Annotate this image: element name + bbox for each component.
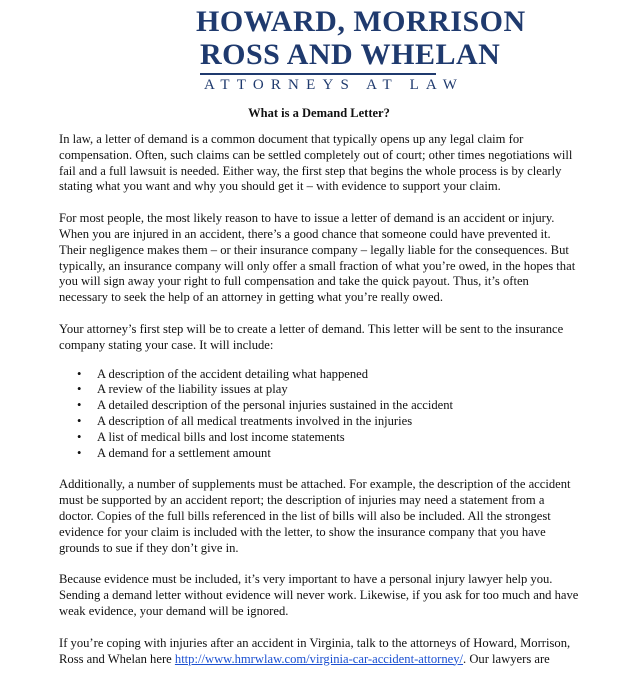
- list-item: • A description of all medical treatments involved in the injuries: [97, 414, 579, 430]
- firm-name-line-1: HOWARD, MORRISON: [196, 5, 526, 38]
- list-item: • A description of the accident detailing what happened: [97, 367, 579, 383]
- firm-tagline: ATTORNEYS AT LAW: [204, 77, 465, 93]
- document-title: What is a Demand Letter?: [248, 106, 390, 120]
- list-item: • A demand for a settlement amount: [97, 446, 579, 462]
- letterhead-logo: [0, 0, 638, 100]
- paragraph: Because evidence must be included, it’s very important to have a personal injury lawyer help you. Sending a demand letter without evidence will never work. Likewise, if you ask for too much and have weak evidence, your demand will be ignored.: [59, 572, 579, 618]
- closing-text-end: . Our lawyers are: [463, 651, 550, 666]
- closing-paragraph: [59, 636, 579, 668]
- paragraph: For most people, the most likely reason to have to issue a letter of demand is an accident or injury. When you are injured in an accident, there’s a good chance that someone could have prevented it. Their negligence makes them – or their insurance company – legally liable for the consequences. But typically, an insurance company will only offer a small fraction of what you’re owed, in the hopes that you will sign away your right to full compensation and take the quick payout. Thus, it’s often necessary to seek the help of an attorney in getting what you’re really owed.: [59, 211, 576, 305]
- closing-text: If you’re coping with injuries after an accident in Virginia, talk to the attorneys of Howard, Morrison, Ross and Whelan here: [59, 635, 571, 666]
- demand-letter-contents-list: [59, 367, 579, 462]
- paragraph: Additionally, a number of supplements must be attached. For example, the description of the accident must be supported by an accident report; the description of injuries may need a statement from a doctor. Copies of the full bills referenced in the list of bills will also be included. All the strongest evidence for your claim is included with the letter, to show the insurance company that you have grounds to sue if they don’t give in.: [59, 477, 571, 555]
- paragraph: In law, a letter of demand is a common document that typically opens up any legal claim for compensation. Often, such claims can be settled completely out of court; other times negotiations will fail and a full lawsuit is needed. Either way, the first step that begins the whole process is by clearly stating what you want and why you should get it – with evidence to support your claim.: [59, 132, 573, 194]
- firm-name-line-2: ROSS AND WHELAN: [200, 38, 501, 71]
- paragraph: Your attorney’s first step will be to create a letter of demand. This letter will be sent to the insurance company stating your case. It will include:: [59, 321, 564, 352]
- letterhead-rule: [200, 73, 436, 75]
- list-item: • A review of the liability issues at play: [97, 382, 579, 398]
- list-item: • A detailed description of the personal injuries sustained in the accident: [97, 398, 579, 414]
- list-item: • A list of medical bills and lost income statements: [97, 430, 579, 446]
- firm-website-link[interactable]: http://www.hmrwlaw.com/virginia-car-accident-attorney/: [174, 651, 464, 666]
- document-body: [59, 132, 579, 683]
